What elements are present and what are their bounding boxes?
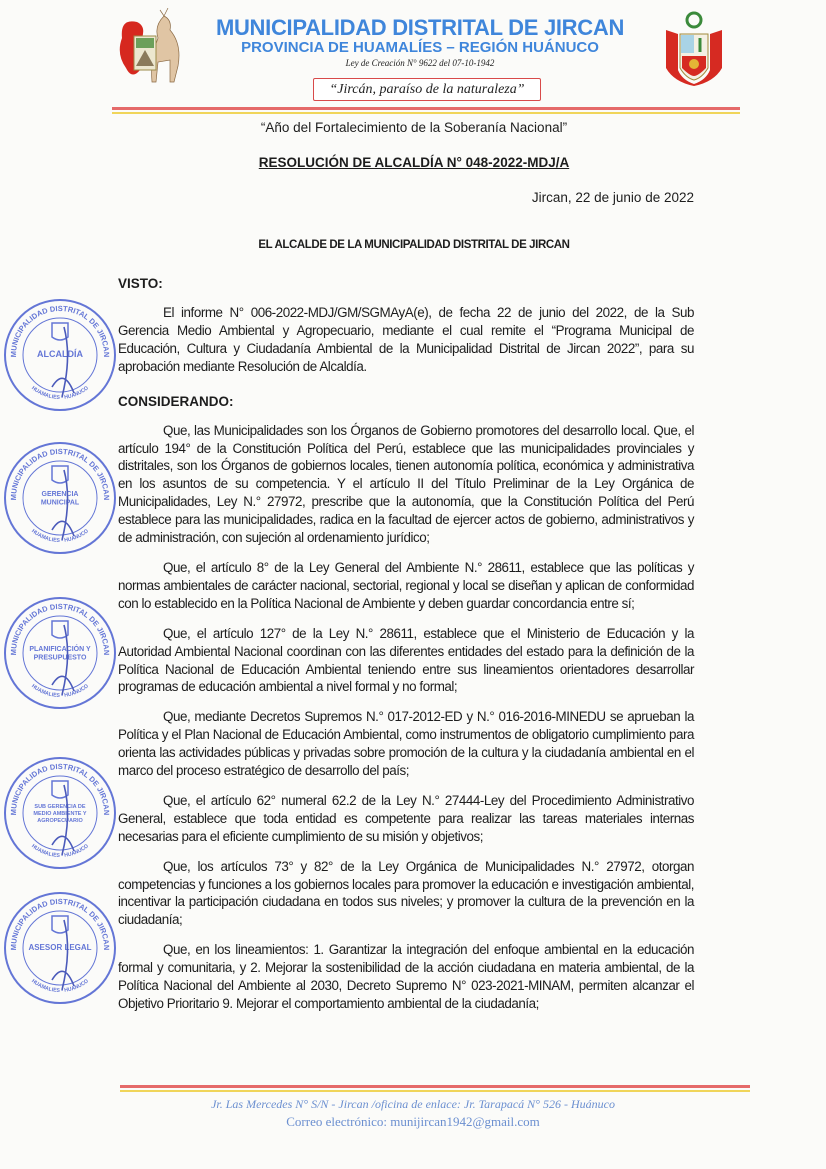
stamp-bottom-text: HUAMALIES - HUANUCO [30,385,91,402]
stamp-bottom-text: HUAMALIES - HUANUCO [30,843,91,860]
paragraph-text: Que, los artículos 73° y 82° de la Ley Orgánica de Municipalidades N.° 27972, otorgan competencias y funciones a los gobiernos locales para promover la educación e investigación ambiental, incentivar la participación ciudadana en todos sus niveles; y promover la cultura de la prevención en la ciudadanía; [118,858,694,928]
resolution-title [0,155,826,170]
official-stamp [2,755,118,871]
considerando-paragraph [118,559,694,613]
stamp-ring-text: MUNICIPALIDAD DISTRITAL DE JIRCAN [8,896,112,951]
header-divider-red [112,107,740,110]
stamp-center-text: ALCALDÍA [37,349,83,359]
visto-paragraph [118,304,694,376]
considerando-paragraph [118,422,694,547]
official-stamp [2,890,118,1006]
stamp-center-text: ASESOR LEGAL [28,943,92,952]
considerando-heading: CONSIDERANDO: [118,393,234,409]
stamp-ring-text: MUNICIPALIDAD DISTRITAL DE JIRCAN [8,761,112,816]
header-slogan: “Jircán, paraíso de la naturaleza” [313,78,541,101]
stamp-center-text: AGROPECUARIO [37,818,83,824]
stamp-center-text: SUB GERENCIA DE [34,804,86,810]
considerando-paragraph [118,625,694,697]
paragraph-text: Que, en los lineamientos: 1. Garantizar la integración del enfoque ambiental en la educación formal y comunitaria, y 2. Mejorar la sostenibilidad de la acción ciudadana en materia ambiental, de la Política Nacional del Ambiente al 2030, Decreto Supremo N° 023-2021-MINAM, permiten alcanzar el Objetivo Prioritario 9. Mejorar el comportamiento ambiental de la ciudadanía; [118,942,694,1011]
considerando-paragraph [118,941,694,1013]
stamp-center-text: GERENCIA [41,490,79,498]
paragraph-text: Que, el artículo 8° de la Ley General del Ambiente N.° 28611, establece que las políticas y normas ambientales de carácter nacional, sectorial, regional y local se diseñan y aplican de conformidad con lo establecido en la Política Nacional de Ambiente y deben guardar concordancia entre sí; [118,559,694,611]
stamp-center-text: MEDIO AMBIENTE Y [33,811,87,817]
document-date: Jircan, 22 de junio de 2022 [531,190,694,205]
footer-divider-yellow [120,1090,750,1092]
document-body [118,275,694,1025]
official-stamp [2,595,118,711]
stamp-bottom-text: HUAMALIES - HUANUCO [30,978,91,995]
issuing-authority: EL ALCALDE DE LA MUNICIPALIDAD DISTRITAL DE JIRCAN [258,239,570,251]
stamp-center-text: PLANIFICACIÓN Y [29,645,91,653]
paragraph-text: Que, mediante Decretos Supremos N.° 017-2012-ED y N.° 016-2016-MINEDU se aprueban la Política y el Plan Nacional de Educación Ambiental, como instrumentos de obligatorio cumplimiento para orienta las actividades públicas y privadas sobre promoción de la cultura y la ciudadanía ambiental en el marco del proceso estratégico de desarrollo del país; [118,709,694,779]
stamp-ring-text: MUNICIPALIDAD DISTRITAL DE JIRCAN [8,303,112,358]
year-name: “Año del Fortalecimiento de la Soberanía Nacional” [260,120,568,135]
considerando-paragraph [118,792,694,846]
visto-text: El informe N° 006-2022-MDJ/GM/SGMAyA(e), de fecha 22 de junio del 2022, de la Sub Gerencia Medio Ambiental y Agropecuario, mediante el cual remite el “Programa Municipal de Educación, Cultura y Ciudadanía Ambiental de la Municipalidad Distrital de Jircan 2022”, para su aprobación mediante Resolución de Alcaldía. [118,305,694,374]
considerando-paragraph [118,708,694,780]
header-subtitle: PROVINCIA DE HUAMALÍES – REGIÓN HUÁNUCO [241,39,599,56]
stamp-bottom-text: HUAMALIES - HUANUCO [30,528,91,545]
paragraph-text: Que, el artículo 127° de la Ley N.° 28611, establece que el Ministerio de Educación y la Autoridad Ambiental Nacional coordinan con las diferentes entidades del estado para la definición de la Política Nacional de Educación Ambiental teniendo entre sus lineamientos orientadores desarrollar programas de educación ambiental a nivel formal y no formal; [118,625,694,695]
signature-icon [52,327,74,397]
header-title: MUNICIPALIDAD DISTRITAL DE JIRCAN [215,15,625,40]
official-stamp [2,297,118,413]
stamp-center-text: MUNICIPAL [40,499,80,507]
footer-email: Correo electrónico: munijircan1942@gmail.com [286,1114,540,1129]
header-creation-law: Ley de Creación N° 9622 del 07-10-1942 [345,58,495,68]
footer-divider-red [120,1085,750,1088]
header-divider-yellow [112,112,740,114]
resolution-number: RESOLUCIÓN DE ALCALDÍA N° 048-2022-MDJ/A [258,155,570,170]
stamp-bottom-text: HUAMALIES - HUANUCO [30,683,91,700]
paragraph-text: Que, las Municipalidades son los Órganos de Gobierno promotores del desarrollo local. Que, el artículo 194° de la Constitución Política del Perú, establece que las municipalidades provinciales y distritales, son los Órganos de gobiernos locales, tienen autonomía política, económica y administrativa en los asuntos de su competencia. Y el artículo II del Título Preliminar de la Ley Orgánica de Municipalidades, Ley N.° 27972, prescribe que la autonomía, que la Constitución Política del Perú establece para las municipalidades, radica en la facultad de ejercer actos de gobierno, administrativos y de administración, con sujeción al ordenamiento jurídico; [118,422,694,546]
stamp-ring-text: MUNICIPALIDAD DISTRITAL DE JIRCAN [8,601,112,656]
stamp-ring-text: MUNICIPALIDAD DISTRITAL DE JIRCAN [8,446,112,501]
considerando-paragraph [118,858,694,930]
footer-address: Jr. Las Mercedes N° S/N - Jircan /oficina de enlace: Jr. Tarapacá N° 526 - Huánuco [211,1097,615,1111]
paragraph-text: Que, el artículo 62° numeral 62.2 de la Ley N.° 27444-Ley del Procedimiento Administrativo General, establece que toda entidad es competente para realizar las tareas materiales internas necesarias para el eficiente cumplimiento de su misión y objetivos; [118,792,694,844]
official-stamp [2,440,118,556]
signature-icon [52,920,74,990]
visto-heading: VISTO: [118,276,163,291]
stamp-center-text: PRESUPUESTO [33,654,87,662]
